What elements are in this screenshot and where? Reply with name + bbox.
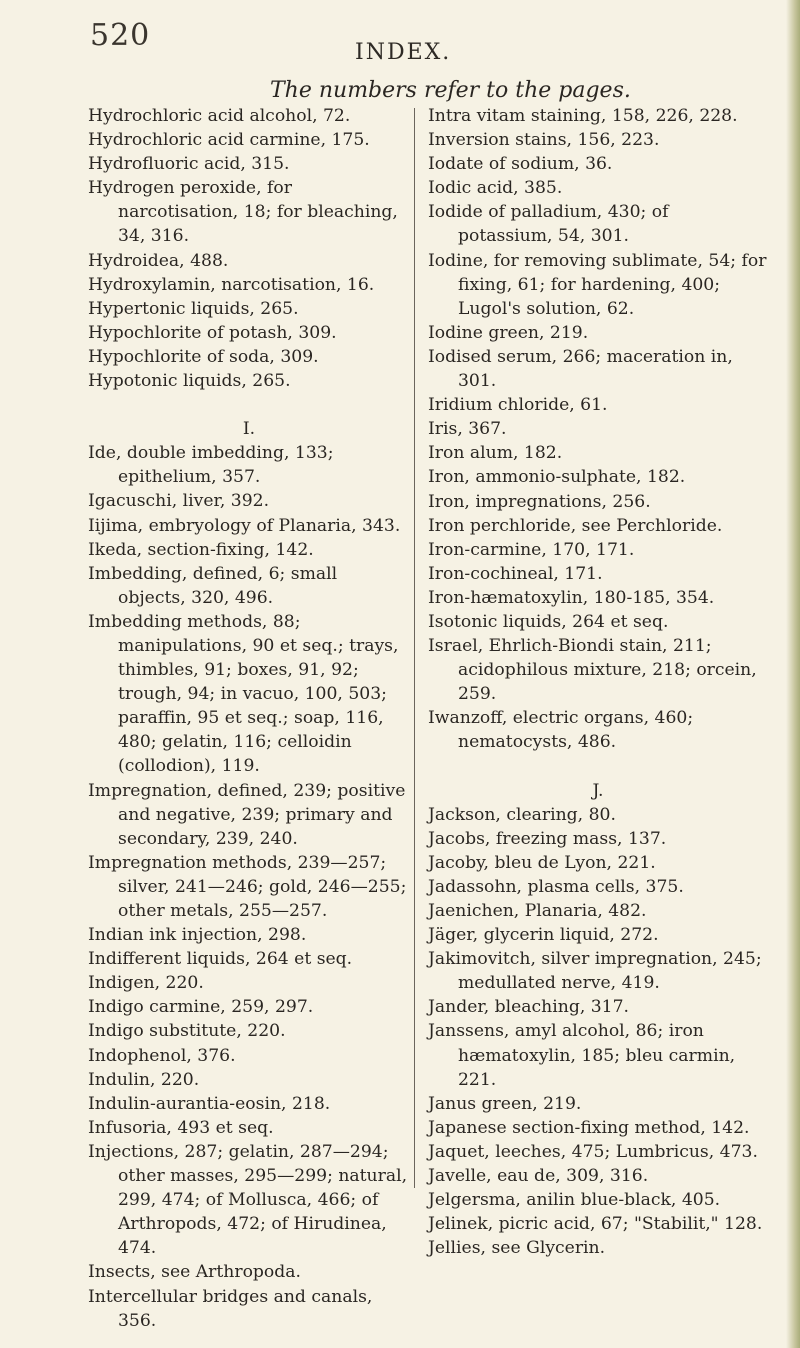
index-entry: Iodide of palladium, 430; of potassium, 54, 301.: [428, 202, 669, 247]
index-entry: Hypochlorite of soda, 309.: [88, 346, 319, 367]
index-entry: Infusoria, 493 et seq.: [88, 1117, 274, 1138]
index-entry: Impregnation methods, 239—257; silver, 241—246; gold, 246—255; other metals, 255—257.: [88, 852, 407, 921]
index-entry: Hypertonic liquids, 265.: [88, 298, 299, 319]
index-entry: Jander, bleaching, 317.: [428, 997, 630, 1018]
section-letter: J.: [592, 780, 604, 801]
index-entry: Igacuschi, liver, 392.: [88, 491, 270, 512]
index-entry: Iron-hæmatoxylin, 180-185, 354.: [428, 587, 715, 608]
index-entry: Iodate of sodium, 36.: [428, 154, 613, 175]
index-entry: Indophenol, 376.: [88, 1045, 236, 1066]
index-entry: Imbedding methods, 88; manipulations, 90 et seq.; trays, thimbles, 91; boxes, 91, 92; trough, 94; in vacuo, 100, 503; paraffin, 95 et seq.; soap, 116, 480; gelatin, 116; celloidin (collodion), 119.: [88, 611, 399, 777]
index-entry: Janssens, amyl alcohol, 86; iron hæmatoxylin, 185; bleu carmin, 221.: [428, 1021, 736, 1090]
index-entry: Intra vitam staining, 158, 226, 228.: [428, 106, 738, 126]
index-entry: Jaenichen, Planaria, 482.: [428, 901, 647, 921]
column-divider: [414, 108, 415, 1188]
index-entry: Jackson, clearing, 80.: [428, 804, 616, 825]
index-entry: Hydroidea, 488.: [88, 250, 229, 271]
index-entry: Jäger, glycerin liquid, 272.: [428, 925, 659, 946]
index-entry: Hydrochloric acid alcohol, 72.: [88, 106, 351, 126]
index-left-column: [88, 104, 410, 1333]
index-entry: Janus green, 219.: [428, 1093, 582, 1114]
index-entry: Jadassohn, plasma cells, 375.: [428, 876, 684, 897]
index-entry: Jellies, see Glycerin.: [428, 1238, 606, 1259]
index-entry: Iodised serum, 266; maceration in, 301.: [428, 346, 733, 392]
index-entry: Indigo carmine, 259, 297.: [88, 997, 314, 1018]
index-entry: Jakimovitch, silver impregnation, 245; medullated nerve, 419.: [428, 949, 762, 994]
index-entry: Indulin, 220.: [88, 1069, 200, 1090]
section-gap: [428, 755, 768, 779]
page-number: 520: [90, 18, 151, 53]
index-entry: Indigen, 220.: [88, 973, 204, 994]
index-entry: Indulin-aurantia-eosin, 218.: [88, 1093, 331, 1114]
index-entry: Iodic acid, 385.: [428, 178, 563, 199]
index-entry: Hydrofluoric acid, 315.: [88, 154, 290, 175]
index-entry: Intercellular bridges and canals, 356.: [88, 1286, 373, 1331]
index-entry: Iodine green, 219.: [428, 322, 589, 343]
section-gap: [88, 393, 410, 417]
index-entry: Iris, 367.: [428, 419, 507, 440]
index-entry: Jelgersma, anilin blue-black, 405.: [428, 1190, 721, 1211]
index-right-column: [428, 104, 768, 1260]
index-entry: Jelinek, picric acid, 67; "Stabilit," 128.: [428, 1214, 763, 1235]
index-entry: Jaquet, leeches, 475; Lumbricus, 473.: [428, 1141, 758, 1162]
index-entry: Javelle, eau de, 309, 316.: [428, 1166, 649, 1187]
index-entry: Iron, ammonio-sulphate, 182.: [428, 467, 686, 488]
index-entry: Impregnation, defined, 239; positive and negative, 239; primary and secondary, 239, 240.: [88, 780, 406, 849]
index-entry: Jacoby, bleu de Lyon, 221.: [428, 852, 656, 873]
index-entry: Injections, 287; gelatin, 287—294; other masses, 295—299; natural, 299, 474; of Mollusca, 466; of Arthropods, 472; of Hirudinea, 474.: [88, 1141, 408, 1259]
index-entry: Hypotonic liquids, 265.: [88, 371, 291, 392]
index-subtitle: The numbers refer to the pages.: [270, 78, 631, 103]
index-entry: Hydrochloric acid carmine, 175.: [88, 130, 370, 151]
running-title: INDEX.: [355, 40, 452, 65]
index-entry: Hydroxylamin, narcotisation, 16.: [88, 274, 375, 295]
section-letter: I.: [242, 419, 256, 440]
index-entry: Israel, Ehrlich-Biondi stain, 211; acidophilous mixture, 218; orcein, 259.: [428, 636, 757, 705]
index-entry: Inversion stains, 156, 223.: [428, 130, 660, 151]
index-entry: Iron-cochineal, 171.: [428, 563, 603, 584]
index-entry: Indigo substitute, 220.: [88, 1021, 286, 1042]
index-entry: Iron-carmine, 170, 171.: [428, 539, 635, 560]
index-entry: Iridium chloride, 61.: [428, 395, 608, 416]
page-edge: [786, 0, 800, 1348]
index-entry: Isotonic liquids, 264 et seq.: [428, 611, 669, 632]
index-entry: Iwanzoff, electric organs, 460; nematocysts, 486.: [428, 708, 694, 753]
index-entry: Imbedding, defined, 6; small objects, 320, 496.: [88, 563, 338, 608]
index-entry: Iijima, embryology of Planaria, 343.: [88, 515, 401, 536]
index-entry: Iron perchloride, see Perchloride.: [428, 515, 723, 536]
index-entry: Iron, impregnations, 256.: [428, 491, 651, 512]
index-entry: Jacobs, freezing mass, 137.: [428, 828, 667, 849]
index-entry: Hydrogen peroxide, for narcotisation, 18; for bleaching, 34, 316.: [88, 178, 398, 247]
index-entry: Hypochlorite of potash, 309.: [88, 322, 337, 343]
index-entry: Iron alum, 182.: [428, 443, 563, 464]
index-entry: Ide, double imbedding, 133; epithelium, 357.: [88, 443, 334, 488]
index-entry: Iodine, for removing sublimate, 54; for fixing, 61; for hardening, 400; Lugol's solution, 62.: [428, 250, 767, 319]
index-entry: Indifferent liquids, 264 et seq.: [88, 949, 353, 970]
index-entry: Indian ink injection, 298.: [88, 925, 307, 946]
index-entry: Insects, see Arthropoda.: [88, 1262, 301, 1283]
index-entry: Ikeda, section-fixing, 142.: [88, 539, 314, 560]
index-entry: Japanese section-fixing method, 142.: [428, 1117, 750, 1138]
